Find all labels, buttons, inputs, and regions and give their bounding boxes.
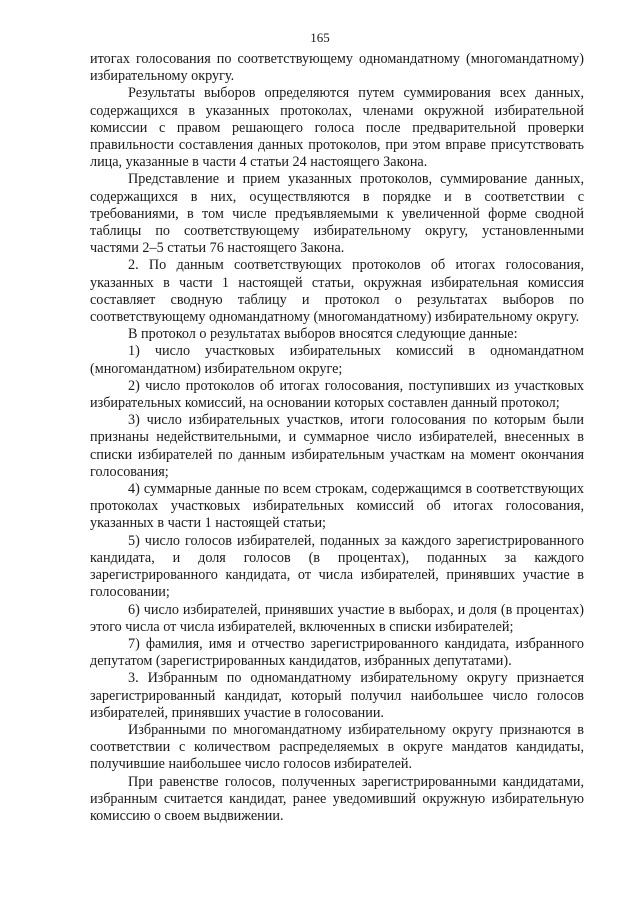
list-item: 6) число избирателей, принявших участие в выборах, и доля (в процентах) этого числа от числа избирателей, включенных в списки избирателей; (90, 601, 584, 635)
paragraph: Избранными по многомандатному избирательному округу признаются в соответствии с количеством распределяемых в округе мандатов кандидаты, получившие наибольшее число голосов избирателей. (90, 721, 584, 773)
paragraph: В протокол о результатах выборов вносятся следующие данные: (128, 326, 518, 343)
paragraph: Представление и прием указанных протоколов, суммирование данных, содержащихся в них, осуществляются в порядке и в соответствии с требованиями, в том числе предъявляемыми к увеличенной форме сводной таблицы по соответствующему избирательному округу, установленными частями 2–5 статьи 76 настоящего Закона. (90, 171, 584, 257)
paragraph: Результаты выборов определяются путем суммирования всех данных, содержащихся в указанных протоколах, членами окружной избирательной комиссии с правом решающего голоса после предварительной проверки правильности составления данных протоколов, при этом вправе присутствовать лица, указанные в части 4 статьи 24 настоящего Закона. (90, 85, 584, 171)
list-item: 4) суммарные данные по всем строкам, содержащимся в соответствующих протоколах участковых избирательных комиссий об итогах голосования, указанных в части 1 настоящей статьи; (90, 481, 584, 532)
list-item: 5) число голосов избирателей, поданных за каждого зарегистрированного кандидата, и доля голосов (в процентах), поданных за каждого зарегистрированного кандидата, от числа избирателей, принявших участие в голосовании; (90, 532, 584, 601)
page-number: 165 (310, 30, 330, 45)
paragraph: 3. Избранным по одномандатному избирательному округу признается зарегистрированный кандидат, который получил наибольшее число голосов избирателей, принявших участие в голосовании. (90, 670, 584, 721)
paragraph: итогах голосования по соответствующему одномандатному (многомандатному) избирательному округу. (90, 51, 584, 85)
document-body (90, 51, 584, 825)
list-item: 1) число участковых избирательных комиссий в одномандатном (многомандатном) избирательном округе; (90, 343, 584, 377)
list-item: 7) фамилия, имя и отчество зарегистрированного кандидата, избранного депутатом (зарегистрированных кандидатов, избранных депутатами). (90, 635, 584, 670)
list-item: 3) число избирательных участков, итоги голосования по которым были признаны недействительными, и суммарное число избирателей, внесенных в списки избирателей по данным избирательным участкам на момент окончания голосования; (90, 412, 584, 480)
list-item: 2) число протоколов об итогах голосования, поступивших из участковых избирательных комиссий, на основании которых составлен данный протокол; (90, 377, 584, 412)
paragraph: 2. По данным соответствующих протоколов об итогах голосования, указанных в части 1 настоящей статьи, окружная избирательная комиссия составляет сводную таблицу и протокол о результатах выборов по соответствующему одномандатному (многомандатному) избирательному округу. (90, 257, 584, 326)
paragraph: При равенстве голосов, полученных зарегистрированными кандидатами, избранным считается кандидат, ранее уведомивший окружную избирательную комиссию о своем выдвижении. (90, 773, 584, 824)
